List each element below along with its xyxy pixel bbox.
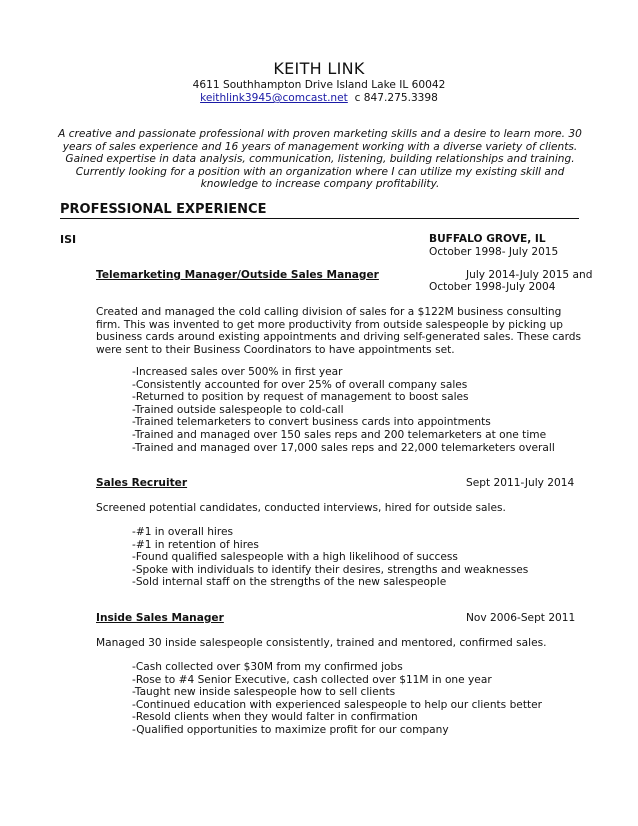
list-item: -Qualified opportunities to maximize profit for our company <box>132 723 449 736</box>
job-dates-secondary: October 1998-July 2004 <box>429 281 556 293</box>
list-item: -Trained and managed over 150 sales reps and 200 telemarketers at one time <box>132 428 547 441</box>
company-dates: October 1998- July 2015 <box>429 246 559 258</box>
list-item: -Continued education with experienced salespeople to help our clients better <box>132 698 542 711</box>
company-name: ISI <box>60 233 77 246</box>
job-dates: Sept 2011-July 2014 <box>466 477 575 489</box>
job-dates: Nov 2006-Sept 2011 <box>466 612 576 624</box>
email-link[interactable]: keithlink3945@comcast.net <box>200 92 348 104</box>
job-description: Screened potential candidates, conducted interviews, hired for outside sales. <box>96 502 506 514</box>
resume-name: KEITH LINK <box>273 59 365 78</box>
list-item: -Spoke with individuals to identify their desires, strengths and weaknesses <box>132 563 529 576</box>
list-item: -Increased sales over 500% in first year <box>132 366 343 378</box>
list-item: -Found qualified salespeople with a high likelihood of success <box>132 551 458 564</box>
address-line: 4611 Southhampton Drive Island Lake IL 60042 <box>192 79 446 91</box>
job-description: Managed 30 inside salespeople consistently, trained and mentored, confirmed sales. <box>96 637 547 649</box>
professional-summary: A creative and passionate professional with proven marketing skills and a desire to learn more. 30 years of sales experience and 16 years of management working with a diverse variety of clients. Gained expertise in data analysis, communication, listening, building relationships and training. Currently looking for a position with an organization where I can utilize my existing skill and knowledge to increase company profitability. <box>58 128 582 191</box>
phone-number: c 847.275.3398 <box>354 92 438 104</box>
list-item: -Resold clients when they would falter in confirmation <box>132 711 418 724</box>
job-description: Created and managed the cold calling division of sales for a $122M business consulting firm. This was invented to get more productivity from outside salespeople by picking up business cards around existing appointments and driving self-generated sales. These cards were sent to their Business Coordinators to have appointments set. <box>96 306 581 356</box>
list-item: -#1 in retention of hires <box>132 538 259 551</box>
list-item: -Sold internal staff on the strengths of the new salespeople <box>132 576 447 589</box>
job-bullet-list <box>132 526 528 589</box>
company-location: BUFFALO GROVE, IL <box>429 233 546 245</box>
job-title: Telemarketing Manager/Outside Sales Manager <box>96 269 379 281</box>
job-title: Inside Sales Manager <box>96 612 224 624</box>
job-bullet-list <box>132 366 555 454</box>
job-dates: July 2014-July 2015 and <box>466 269 593 281</box>
list-item: -Taught new inside salespeople how to sell clients <box>132 686 396 699</box>
list-item: -Trained and managed over 17,000 sales reps and 22,000 telemarketers overall <box>132 441 555 454</box>
list-item: -#1 in overall hires <box>132 526 234 538</box>
contact-line <box>0 92 638 104</box>
list-item: -Trained telemarketers to convert business cards into appointments <box>132 416 491 429</box>
section-divider <box>60 218 579 219</box>
list-item: -Trained outside salespeople to cold-call <box>132 403 344 416</box>
job-title: Sales Recruiter <box>96 477 188 489</box>
section-title: PROFESSIONAL EXPERIENCE <box>60 202 267 217</box>
job-bullet-list <box>132 661 542 737</box>
list-item: -Returned to position by request of management to boost sales <box>132 391 469 404</box>
list-item: -Rose to #4 Senior Executive, cash collected over $11M in one year <box>132 673 492 686</box>
list-item: -Cash collected over $30M from my confirmed jobs <box>132 661 403 673</box>
list-item: -Consistently accounted for over 25% of overall company sales <box>132 378 468 391</box>
